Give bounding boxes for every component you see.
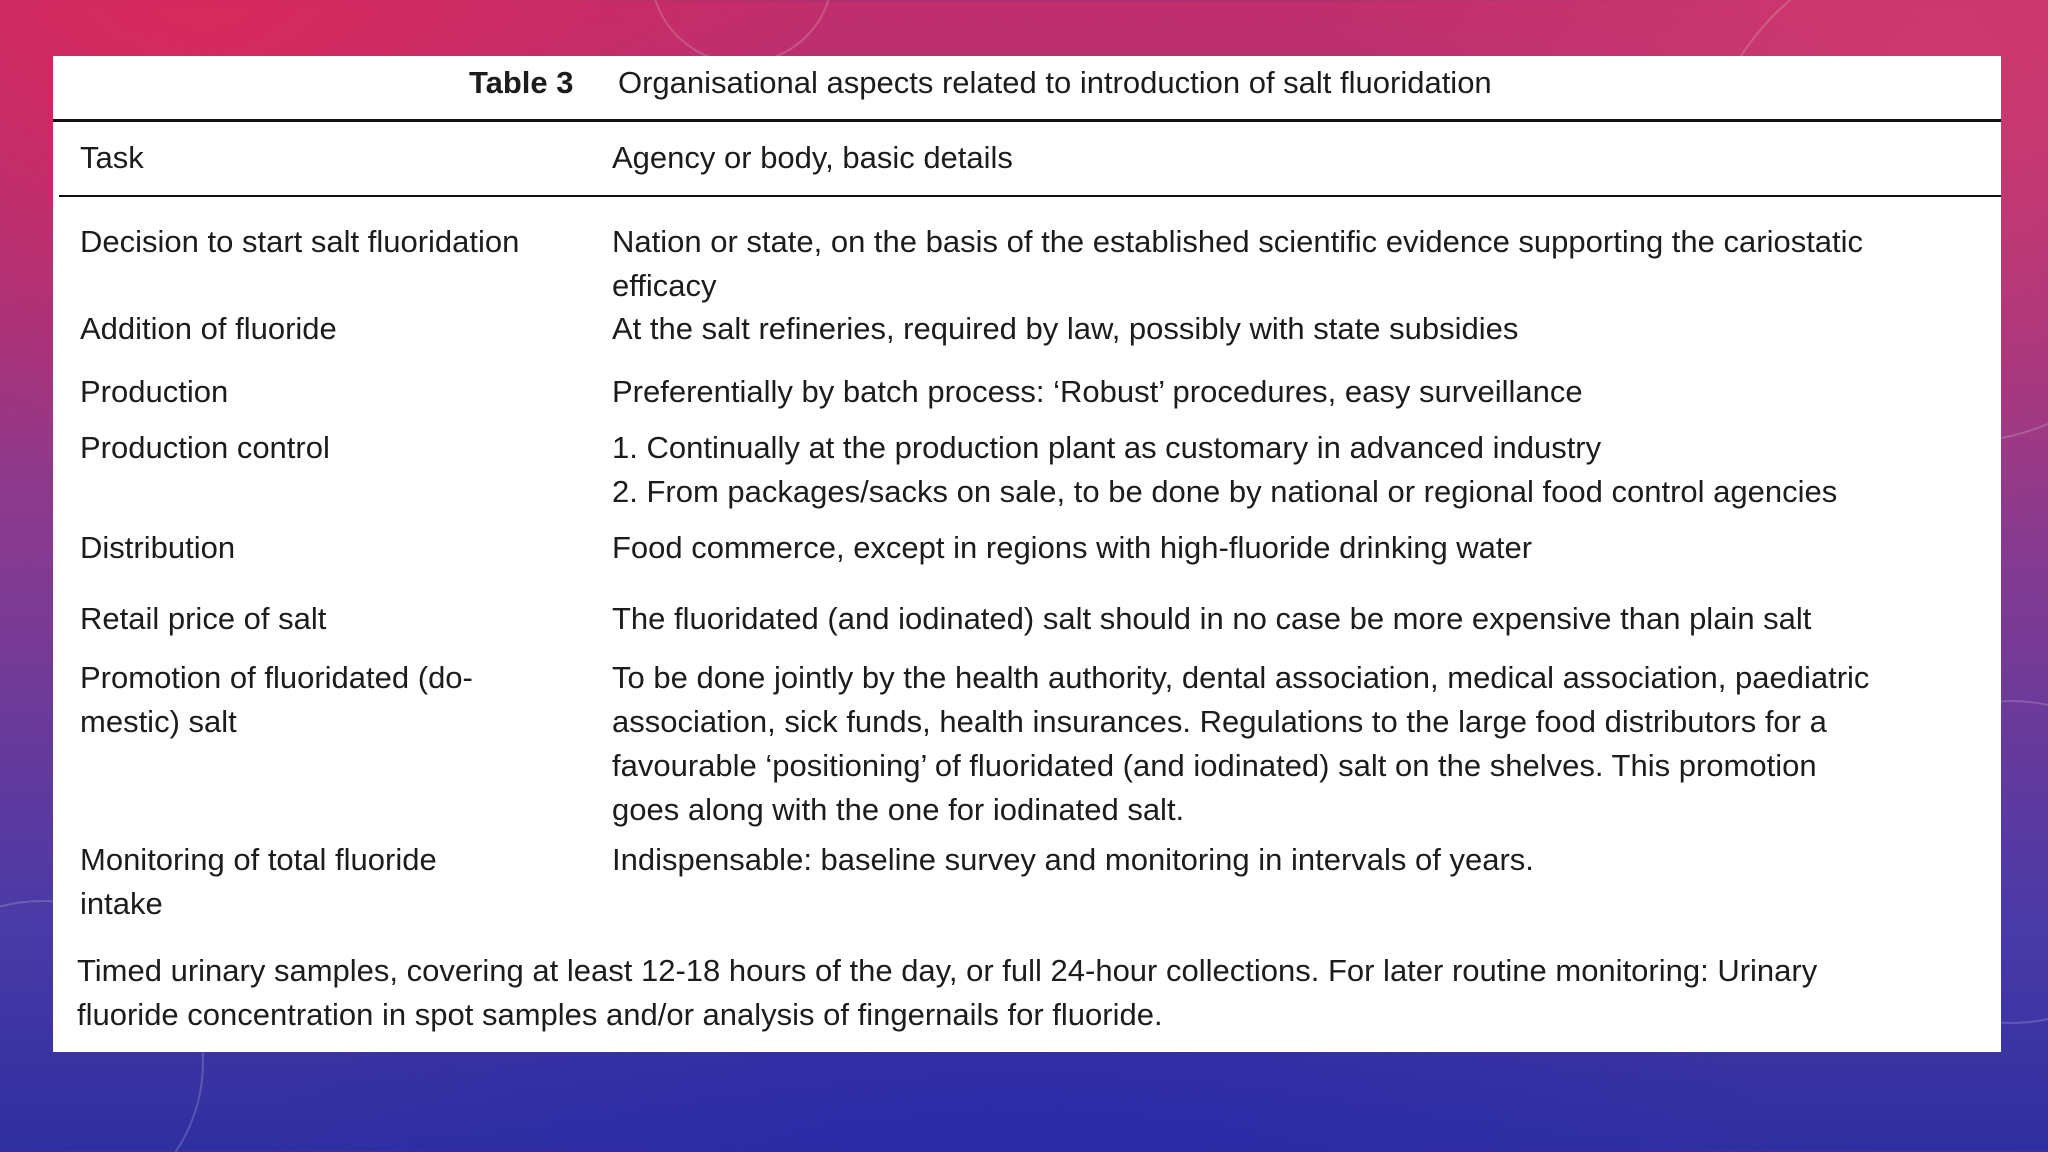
row-details-line: To be done jointly by the health authority, dental association, medical association, paediatric [612,660,1870,695]
row-details-line: Nation or state, on the basis of the established scientific evidence supporting the cariostatic [612,224,1864,259]
row-details-line: At the salt refineries, required by law, possibly with state subsidies [612,311,1519,346]
row-task [80,307,580,351]
row-task-line: Monitoring of total fluoride [80,842,437,877]
table-title: Organisational aspects related to introduction of salt fluoridation [618,65,1492,100]
row-task [80,426,580,470]
row-task [80,838,580,926]
row-task [80,370,580,414]
row-details-line: 2. From packages/sacks on sale, to be done by national or regional food control agencies [612,474,1838,509]
footnote-line: fluoride concentration in spot samples and/or analysis of fingernails for fluoride. [77,997,1163,1032]
row-details-line: association, sick funds, health insurances. Regulations to the large food distributors for a [612,704,1827,739]
background-arc [650,0,834,64]
row-details-line: Food commerce, except in regions with high-fluoride drinking water [612,530,1533,565]
table-footnote [77,949,1977,1037]
header-details: Agency or body, basic details [612,140,1013,175]
table-number: Table 3 [469,65,574,100]
header-task: Task [80,140,144,175]
footnote-line: Timed urinary samples, covering at least 12-18 hours of the day, or full 24-hour collections. For later routine monitoring: Urinary [77,953,1818,988]
row-details-line: Preferentially by batch process: ‘Robust’ procedures, easy surveillance [612,374,1583,409]
table-header-row [59,122,2001,197]
row-task-line: Production [80,374,229,409]
row-details [612,220,2042,308]
row-details [612,426,2042,514]
row-details-line: The fluoridated (and iodinated) salt should in no case be more expensive than plain salt [612,601,1812,636]
row-details [612,597,2042,641]
row-task-line: Production control [80,430,330,465]
row-details [612,307,2042,351]
row-details [612,526,2042,570]
row-task-line: Retail price of salt [80,601,327,636]
row-task [80,597,580,641]
row-details-line: Indispensable: baseline survey and monitoring in intervals of years. [612,842,1534,877]
row-details [612,656,2042,832]
row-task-line: Addition of fluoride [80,311,337,346]
row-task-line: Distribution [80,530,236,565]
row-details [612,370,2042,414]
row-task [80,656,580,744]
row-details [612,838,2042,882]
row-task-line: Decision to start salt fluoridation [80,224,520,259]
row-task-line: Promotion of fluoridated (do- [80,660,473,695]
row-task [80,220,580,264]
table-caption [53,56,2001,122]
row-details-line: efficacy [612,268,717,303]
table-panel [53,56,2001,1052]
row-details-line: 1. Continually at the production plant as customary in advanced industry [612,430,1602,465]
row-task-line: mestic) salt [80,704,237,739]
row-details-line: goes along with the one for iodinated salt. [612,792,1185,827]
row-details-line: favourable ‘positioning’ of fluoridated (and iodinated) salt on the shelves. This promotion [612,748,1817,783]
row-task [80,526,580,570]
row-task-line: intake [80,886,163,921]
